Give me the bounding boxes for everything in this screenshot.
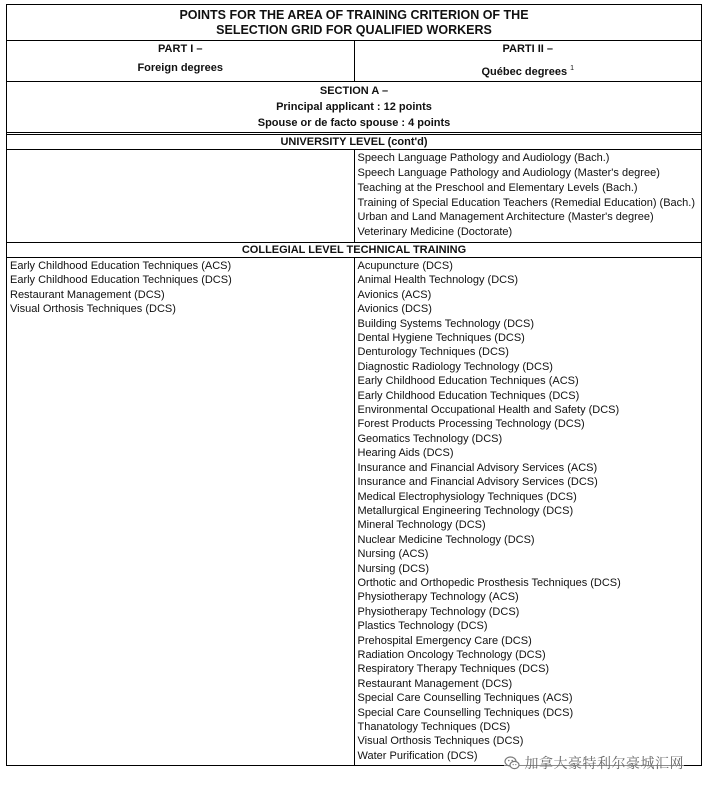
watermark-text: 加拿大豪特利尔豪城汇网 (524, 755, 684, 771)
part-1-heading: PART I – (158, 43, 203, 55)
section-a-header (7, 82, 701, 133)
list-item: Plastics Technology (DCS) (357, 620, 488, 633)
list-item: Avionics (ACS) (357, 288, 432, 301)
title-line-2: SELECTION GRID FOR QUALIFIED WORKERS (216, 23, 492, 37)
list-item: Training of Special Education Teachers (Remedial Education) (Bach.) (357, 197, 696, 209)
list-item: Visual Orthosis Techniques (DCS) (10, 303, 176, 316)
list-item: Hearing Aids (DCS) (357, 447, 454, 460)
list-item: Insurance and Financial Advisory Services (ACS) (357, 461, 598, 474)
list-item: Nursing (ACS) (357, 548, 429, 561)
list-item: Nursing (DCS) (357, 562, 430, 575)
wechat-icon (504, 755, 520, 771)
collegial-quebec-list (355, 258, 702, 765)
list-item: Diagnostic Radiology Technology (DCS) (357, 360, 553, 373)
list-item: Early Childhood Education Techniques (ACS) (357, 375, 579, 388)
list-item: Restaurant Management (DCS) (357, 677, 513, 690)
list-item: Acupuncture (DCS) (357, 260, 453, 272)
list-item: Early Childhood Education Techniques (DCS) (357, 389, 580, 402)
list-item: Physiotherapy Technology (ACS) (357, 591, 519, 604)
list-item: Environmental Occupational Health and Safety (DCS) (357, 404, 620, 417)
list-item: Respiratory Therapy Techniques (DCS) (357, 663, 550, 676)
list-item: Speech Language Pathology and Audiology (Bach.) (357, 152, 610, 164)
list-item: Medical Electrophysiology Techniques (DCS) (357, 490, 577, 503)
list-item: Nuclear Medicine Technology (DCS) (357, 533, 535, 546)
list-item: Restaurant Management (DCS) (10, 288, 165, 301)
collegial-row (7, 258, 701, 765)
list-item: Radiation Oncology Technology (DCS) (357, 648, 546, 661)
university-level-heading: UNIVERSITY LEVEL (cont'd) (7, 134, 701, 150)
list-item: Physiotherapy Technology (DCS) (357, 605, 520, 618)
part-2-header (355, 41, 702, 81)
list-item: Mineral Technology (DCS) (357, 519, 486, 532)
collegial-foreign-list (7, 258, 354, 319)
list-item: Avionics (DCS) (357, 303, 432, 316)
list-item: Speech Language Pathology and Audiology (Master's degree) (357, 167, 660, 179)
list-item: Visual Orthosis Techniques (DCS) (357, 735, 524, 748)
list-item: Teaching at the Preschool and Elementary Levels (Bach.) (357, 182, 638, 194)
spouse-points: Spouse or de facto spouse : 4 points (257, 117, 451, 129)
university-foreign-column (7, 150, 355, 242)
list-item: Orthotic and Orthopedic Prosthesis Techniques (DCS) (357, 576, 621, 589)
title-line-1: POINTS FOR THE AREA OF TRAINING CRITERION OF THE (179, 8, 529, 22)
document-page (6, 4, 702, 766)
collegial-foreign-column (7, 258, 355, 765)
principal-applicant-points: Principal applicant : 12 points (276, 101, 432, 113)
university-quebec-list (355, 150, 702, 242)
list-item: Metallurgical Engineering Technology (DCS) (357, 504, 574, 517)
watermark (504, 753, 685, 773)
list-item: Special Care Counselling Techniques (ACS) (357, 692, 573, 705)
collegial-level-heading: COLLEGIAL LEVEL TECHNICAL TRAINING (7, 243, 701, 258)
table-title (7, 5, 701, 41)
part-1-header (7, 41, 355, 81)
list-item: Prehospital Emergency Care (DCS) (357, 634, 532, 647)
list-item: Veterinary Medicine (Doctorate) (357, 226, 513, 238)
footnote-marker: 1 (570, 65, 575, 72)
list-item: Dental Hygiene Techniques (DCS) (357, 332, 525, 345)
university-quebec-column (355, 150, 702, 242)
part-2-subtitle-wrap (355, 62, 702, 79)
list-item: Denturology Techniques (DCS) (357, 346, 509, 359)
list-item: Water Purification (DCS) (357, 749, 478, 762)
selection-grid-table (6, 4, 702, 766)
parts-header (7, 41, 701, 82)
collegial-quebec-column (355, 258, 702, 765)
part-2-subtitle: Québec degrees (481, 66, 568, 78)
university-row (7, 150, 701, 243)
list-item: Urban and Land Management Architecture (Master's degree) (357, 211, 654, 223)
list-item: Early Childhood Education Techniques (ACS) (10, 260, 232, 272)
part-1-subtitle: Foreign degrees (137, 62, 224, 74)
list-item: Animal Health Technology (DCS) (357, 274, 519, 287)
list-item: Early Childhood Education Techniques (DCS) (10, 274, 232, 287)
list-item: Insurance and Financial Advisory Services (DCS) (357, 476, 598, 489)
section-heading: SECTION A – (319, 85, 389, 97)
list-item: Forest Products Processing Technology (DCS) (357, 418, 585, 431)
list-item: Building Systems Technology (DCS) (357, 317, 534, 330)
list-item: Special Care Counselling Techniques (DCS) (357, 706, 574, 719)
list-item: Thanatology Techniques (DCS) (357, 721, 511, 733)
list-item: Geomatics Technology (DCS) (357, 432, 503, 445)
part-2-heading: PARTI II – (502, 43, 554, 55)
